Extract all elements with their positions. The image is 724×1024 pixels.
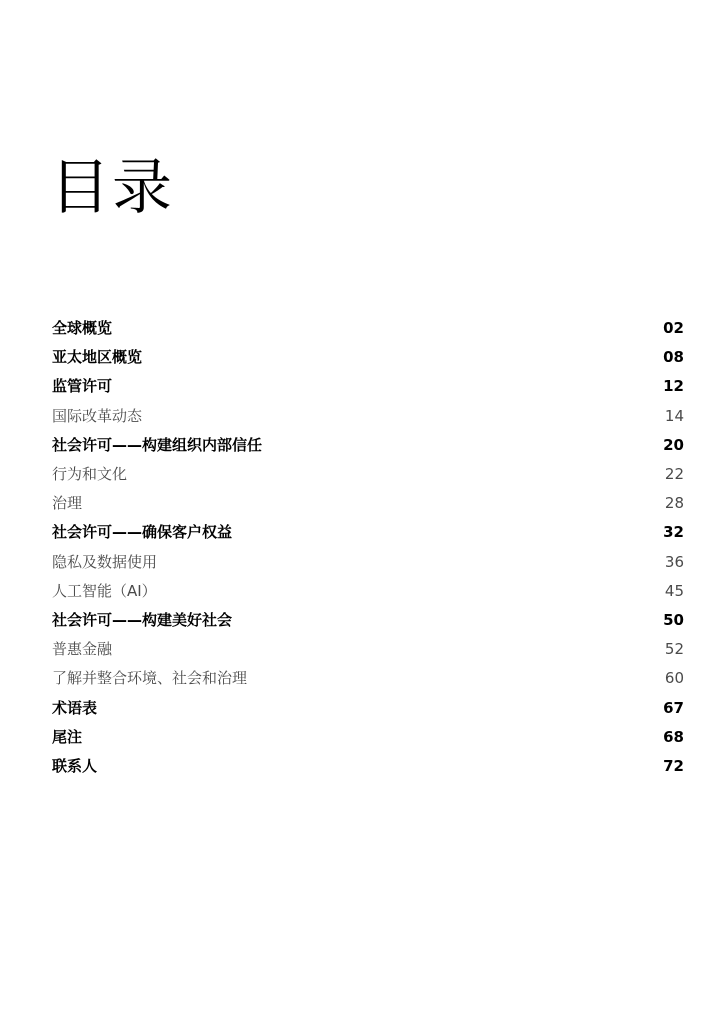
toc-entry[interactable]	[52, 664, 684, 693]
toc-entry-page: 12	[663, 377, 684, 396]
toc-entry-title: 普惠金融	[52, 640, 113, 659]
toc-entry-page: 72	[663, 756, 684, 775]
toc-entry-title: 尾注	[52, 727, 83, 746]
toc-entry[interactable]	[52, 343, 684, 372]
toc-entry-title: 社会许可——构建美好社会	[52, 610, 233, 629]
toc-entry-page: 20	[663, 435, 684, 454]
toc-entry-title: 行为和文化	[52, 465, 128, 484]
toc-entry-page: 50	[663, 610, 684, 629]
toc-entry-title: 亚太地区概览	[52, 348, 143, 367]
toc-entry-title: 联系人	[52, 756, 98, 775]
toc-entry-page: 67	[663, 698, 684, 717]
page-title: 目录	[50, 153, 174, 223]
toc-entry[interactable]	[52, 635, 684, 664]
toc-entry-title: 治理	[52, 494, 83, 513]
toc-entry[interactable]	[52, 606, 684, 635]
toc-entry[interactable]	[52, 431, 684, 460]
toc-entry-title: 了解并整合环境、社会和治理	[52, 669, 248, 688]
toc-entry[interactable]	[52, 577, 684, 606]
toc-entry[interactable]	[52, 489, 684, 518]
toc-entry-title: 社会许可——确保客户权益	[52, 523, 233, 542]
toc-entry[interactable]	[52, 518, 684, 547]
toc-entry-page: 14	[664, 406, 684, 425]
toc-entry-page: 22	[664, 465, 684, 484]
toc-entry[interactable]	[52, 372, 684, 401]
toc-entry-page: 60	[664, 669, 684, 688]
toc-entry[interactable]	[52, 693, 684, 722]
toc-entry-page: 02	[663, 319, 684, 338]
toc-entry[interactable]	[52, 460, 684, 489]
table-of-contents	[52, 314, 684, 781]
toc-entry-title: 社会许可——构建组织内部信任	[52, 435, 263, 454]
toc-entry-page: 32	[663, 523, 684, 542]
toc-entry-title: 全球概览	[52, 319, 113, 338]
toc-entry[interactable]	[52, 752, 684, 781]
toc-entry[interactable]	[52, 723, 684, 752]
toc-entry-title: 术语表	[52, 698, 98, 717]
toc-entry-page: 52	[664, 640, 684, 659]
toc-entry-title: 人工智能（AI）	[52, 581, 157, 600]
toc-entry-title: 隐私及数据使用	[52, 552, 158, 571]
toc-entry[interactable]	[52, 402, 684, 431]
toc-entry[interactable]	[52, 548, 684, 577]
toc-entry-page: 45	[664, 581, 684, 600]
toc-entry-page: 28	[664, 494, 684, 513]
toc-entry-title: 监管许可	[52, 377, 113, 396]
toc-entry-page: 36	[664, 552, 684, 571]
toc-entry-page: 08	[663, 348, 684, 367]
toc-entry-page: 68	[663, 727, 684, 746]
toc-entry-title: 国际改革动态	[52, 406, 143, 425]
toc-entry[interactable]	[52, 314, 684, 343]
